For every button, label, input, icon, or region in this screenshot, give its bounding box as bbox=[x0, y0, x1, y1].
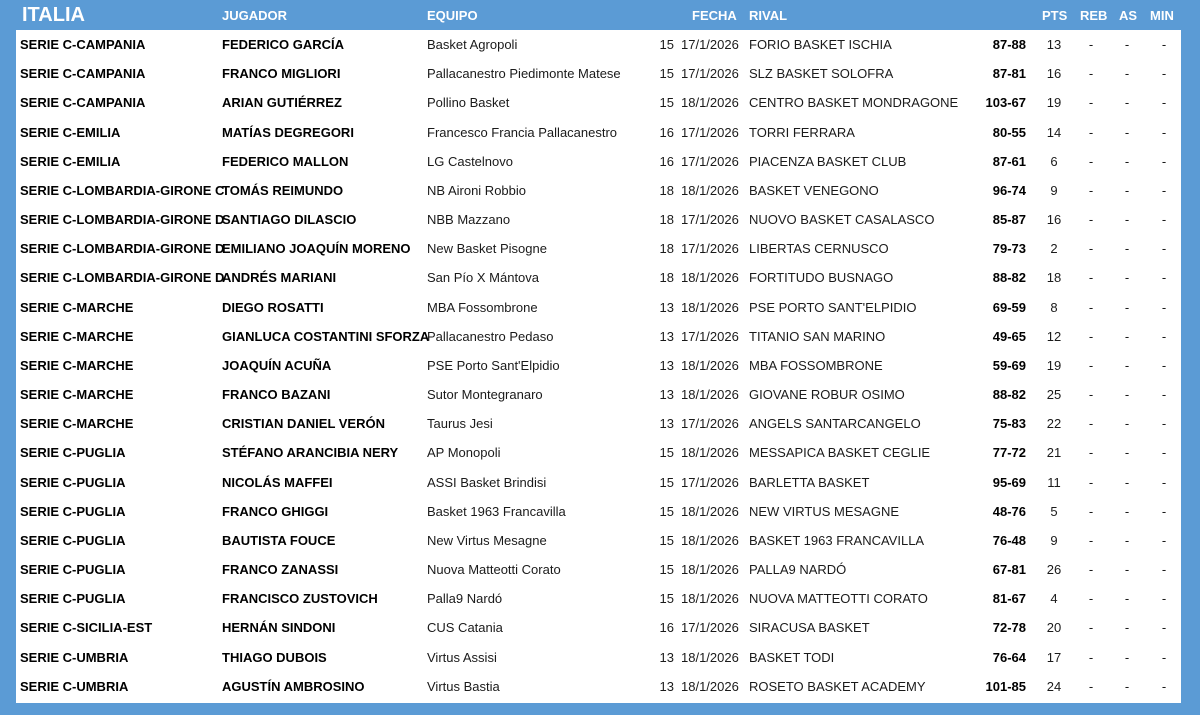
table-row bbox=[16, 380, 1181, 409]
cell-fecha: 17/1/2026 bbox=[681, 66, 739, 82]
cell-as: - bbox=[1124, 95, 1130, 111]
cell-as: - bbox=[1124, 328, 1130, 344]
cell-rival: BASKET TODI bbox=[749, 649, 835, 665]
cell-liga: SERIE C-MARCHE bbox=[20, 328, 134, 344]
cell-jugador: EMILIANO JOAQUÍN MORENO bbox=[222, 241, 411, 257]
cell-equipo: NB Aironi Robbio bbox=[427, 182, 526, 198]
cell-min: - bbox=[1161, 562, 1167, 578]
cell-min: - bbox=[1161, 124, 1167, 140]
cell-pts: 22 bbox=[1046, 416, 1062, 432]
cell-liga: SERIE C-EMILIA bbox=[20, 153, 121, 169]
cell-jornada: 15 bbox=[659, 66, 674, 82]
cell-fecha: 17/1/2026 bbox=[681, 620, 739, 636]
cell-fecha: 18/1/2026 bbox=[681, 678, 739, 694]
cell-jornada: 18 bbox=[659, 182, 674, 198]
cell-resultado: 81-67 bbox=[992, 591, 1026, 607]
cell-rival: LIBERTAS CERNUSCO bbox=[749, 241, 889, 257]
cell-liga: SERIE C-MARCHE bbox=[20, 387, 134, 403]
cell-equipo: New Basket Pisogne bbox=[427, 241, 547, 257]
cell-pts: 9 bbox=[1050, 182, 1058, 198]
cell-equipo: Pollino Basket bbox=[427, 95, 510, 111]
cell-as: - bbox=[1124, 357, 1130, 373]
cell-min: - bbox=[1161, 503, 1167, 519]
cell-reb: - bbox=[1088, 649, 1094, 665]
cell-as: - bbox=[1124, 591, 1130, 607]
cell-min: - bbox=[1161, 678, 1167, 694]
cell-liga: SERIE C-MARCHE bbox=[20, 299, 134, 315]
cell-reb: - bbox=[1088, 270, 1094, 286]
cell-min: - bbox=[1161, 241, 1167, 257]
cell-fecha: 18/1/2026 bbox=[681, 591, 739, 607]
cell-equipo: LG Castelnovo bbox=[427, 153, 513, 169]
cell-as: - bbox=[1124, 153, 1130, 169]
cell-fecha: 18/1/2026 bbox=[681, 95, 739, 111]
cell-resultado: 96-74 bbox=[992, 182, 1026, 198]
cell-equipo: Pallacanestro Piedimonte Matese bbox=[427, 66, 621, 82]
cell-pts: 11 bbox=[1047, 474, 1061, 490]
cell-resultado: 80-55 bbox=[992, 124, 1026, 140]
cell-jugador: SANTIAGO DILASCIO bbox=[222, 212, 357, 228]
cell-fecha: 18/1/2026 bbox=[681, 387, 739, 403]
cell-rival: PSE PORTO SANT'ELPIDIO bbox=[749, 299, 917, 315]
cell-min: - bbox=[1161, 153, 1167, 169]
cell-jugador: FRANCO BAZANI bbox=[222, 387, 331, 403]
column-header-rival: RIVAL bbox=[749, 8, 788, 23]
cell-jornada: 13 bbox=[659, 649, 674, 665]
cell-resultado: 59-69 bbox=[992, 357, 1026, 373]
cell-min: - bbox=[1161, 620, 1167, 636]
table-row bbox=[16, 672, 1181, 701]
cell-reb: - bbox=[1088, 591, 1094, 607]
cell-liga: SERIE C-PUGLIA bbox=[20, 591, 126, 607]
cell-reb: - bbox=[1088, 95, 1094, 111]
cell-fecha: 17/1/2026 bbox=[681, 416, 739, 432]
cell-pts: 18 bbox=[1046, 270, 1062, 286]
table-row bbox=[16, 205, 1181, 234]
cell-reb: - bbox=[1088, 562, 1094, 578]
cell-equipo: MBA Fossombrone bbox=[427, 299, 538, 315]
cell-resultado: 49-65 bbox=[992, 328, 1026, 344]
cell-equipo: ASSI Basket Brindisi bbox=[427, 474, 547, 490]
cell-rival: PIACENZA BASKET CLUB bbox=[749, 153, 907, 169]
table-row bbox=[16, 59, 1181, 88]
cell-equipo: Taurus Jesi bbox=[427, 416, 493, 432]
cell-equipo: Palla9 Nardó bbox=[427, 591, 503, 607]
cell-as: - bbox=[1124, 649, 1130, 665]
cell-rival: SLZ BASKET SOLOFRA bbox=[749, 66, 894, 82]
cell-jugador: FRANCISCO ZUSTOVICH bbox=[222, 591, 378, 607]
cell-pts: 24 bbox=[1046, 678, 1062, 694]
cell-jugador: ANDRÉS MARIANI bbox=[222, 270, 337, 286]
cell-pts: 16 bbox=[1046, 212, 1062, 228]
cell-resultado: 87-88 bbox=[992, 37, 1026, 52]
table-row bbox=[16, 613, 1181, 642]
cell-resultado: 76-48 bbox=[992, 532, 1026, 548]
cell-resultado: 88-82 bbox=[992, 270, 1026, 286]
cell-liga: SERIE C-CAMPANIA bbox=[20, 66, 146, 82]
table-row bbox=[16, 176, 1181, 205]
cell-jugador: FRANCO MIGLIORI bbox=[222, 66, 341, 82]
cell-jornada: 13 bbox=[659, 387, 674, 403]
cell-reb: - bbox=[1088, 387, 1094, 403]
cell-resultado: 77-72 bbox=[992, 445, 1026, 461]
cell-equipo: Francesco Francia Pallacanestro bbox=[427, 124, 618, 140]
cell-jornada: 13 bbox=[659, 328, 674, 344]
cell-reb: - bbox=[1088, 37, 1094, 52]
cell-as: - bbox=[1124, 678, 1130, 694]
cell-jugador: ARIAN GUTIÉRREZ bbox=[222, 95, 342, 111]
cell-reb: - bbox=[1088, 532, 1094, 548]
table-row bbox=[16, 643, 1181, 672]
cell-resultado: 79-73 bbox=[992, 241, 1026, 257]
cell-jugador: HERNÁN SINDONI bbox=[222, 620, 336, 636]
cell-pts: 19 bbox=[1046, 95, 1062, 111]
cell-fecha: 17/1/2026 bbox=[681, 124, 739, 140]
cell-as: - bbox=[1124, 474, 1130, 490]
cell-reb: - bbox=[1088, 328, 1094, 344]
cell-equipo: NBB Mazzano bbox=[427, 212, 511, 228]
cell-jornada: 13 bbox=[659, 416, 674, 432]
column-header-fecha: FECHA bbox=[692, 8, 737, 23]
cell-jornada: 13 bbox=[659, 678, 674, 694]
cell-fecha: 18/1/2026 bbox=[681, 532, 739, 548]
cell-min: - bbox=[1161, 649, 1167, 665]
cell-rival: TORRI FERRARA bbox=[749, 124, 855, 140]
cell-min: - bbox=[1161, 95, 1167, 111]
cell-min: - bbox=[1161, 37, 1167, 52]
cell-jornada: 18 bbox=[659, 212, 674, 228]
cell-reb: - bbox=[1088, 212, 1094, 228]
cell-jornada: 15 bbox=[659, 562, 674, 578]
cell-rival: ANGELS SANTARCANGELO bbox=[749, 416, 921, 432]
cell-fecha: 17/1/2026 bbox=[681, 474, 739, 490]
cell-min: - bbox=[1161, 66, 1167, 82]
table-row bbox=[16, 263, 1181, 292]
cell-jugador: DIEGO ROSATTI bbox=[222, 299, 324, 315]
cell-liga: SERIE C-LOMBARDIA-GIRONE D bbox=[20, 212, 225, 228]
cell-rival: NUOVA MATTEOTTI CORATO bbox=[749, 591, 928, 607]
cell-equipo: PSE Porto Sant'Elpidio bbox=[427, 357, 560, 373]
cell-liga: SERIE C-LOMBARDIA-GIRONE D bbox=[20, 270, 225, 286]
cell-fecha: 18/1/2026 bbox=[681, 649, 739, 665]
cell-jornada: 15 bbox=[659, 474, 674, 490]
cell-jugador: STÉFANO ARANCIBIA NERY bbox=[222, 445, 399, 461]
cell-resultado: 75-83 bbox=[992, 416, 1026, 432]
cell-liga: SERIE C-MARCHE bbox=[20, 416, 134, 432]
cell-pts: 14 bbox=[1046, 124, 1062, 140]
cell-rival: BASKET VENEGONO bbox=[749, 182, 879, 198]
cell-jornada: 15 bbox=[659, 532, 674, 548]
cell-rival: NUOVO BASKET CASALASCO bbox=[749, 212, 935, 228]
cell-as: - bbox=[1124, 241, 1130, 257]
cell-jornada: 15 bbox=[659, 503, 674, 519]
cell-equipo: New Virtus Mesagne bbox=[427, 532, 547, 548]
cell-min: - bbox=[1161, 212, 1167, 228]
cell-as: - bbox=[1124, 66, 1130, 82]
table-row bbox=[16, 30, 1181, 59]
cell-fecha: 18/1/2026 bbox=[681, 270, 739, 286]
cell-jugador: GIANLUCA COSTANTINI SFORZA bbox=[222, 328, 430, 344]
cell-jornada: 13 bbox=[659, 357, 674, 373]
cell-reb: - bbox=[1088, 299, 1094, 315]
cell-equipo: Pallacanestro Pedaso bbox=[427, 328, 554, 344]
cell-as: - bbox=[1124, 270, 1130, 286]
cell-fecha: 18/1/2026 bbox=[681, 357, 739, 373]
column-header-reb: REB bbox=[1080, 8, 1108, 23]
cell-resultado: 103-67 bbox=[985, 95, 1026, 111]
cell-rival: CENTRO BASKET MONDRAGONE bbox=[749, 95, 959, 111]
cell-min: - bbox=[1161, 591, 1167, 607]
column-header-min: MIN bbox=[1150, 8, 1174, 23]
cell-reb: - bbox=[1088, 620, 1094, 636]
cell-jugador: BAUTISTA FOUCE bbox=[222, 532, 336, 548]
cell-pts: 16 bbox=[1046, 66, 1062, 82]
cell-pts: 9 bbox=[1050, 532, 1058, 548]
cell-jornada: 15 bbox=[659, 37, 674, 52]
cell-as: - bbox=[1124, 182, 1130, 198]
cell-rival: PALLA9 NARDÓ bbox=[749, 562, 847, 578]
cell-liga: SERIE C-PUGLIA bbox=[20, 445, 126, 461]
cell-rival: BARLETTA BASKET bbox=[749, 474, 870, 490]
cell-pts: 13 bbox=[1046, 37, 1062, 52]
cell-jornada: 16 bbox=[659, 153, 674, 169]
cell-fecha: 18/1/2026 bbox=[681, 299, 739, 315]
cell-fecha: 18/1/2026 bbox=[681, 562, 739, 578]
cell-liga: SERIE C-UMBRIA bbox=[20, 649, 129, 665]
cell-reb: - bbox=[1088, 124, 1094, 140]
cell-pts: 21 bbox=[1046, 445, 1062, 461]
cell-liga: SERIE C-UMBRIA bbox=[20, 678, 129, 694]
cell-rival: ROSETO BASKET ACADEMY bbox=[749, 678, 926, 694]
cell-liga: SERIE C-PUGLIA bbox=[20, 532, 126, 548]
cell-pts: 4 bbox=[1050, 591, 1058, 607]
cell-jugador: JOAQUÍN ACUÑA bbox=[222, 357, 332, 373]
cell-rival: FORIO BASKET ISCHIA bbox=[749, 37, 892, 52]
cell-pts: 25 bbox=[1046, 387, 1062, 403]
cell-as: - bbox=[1124, 562, 1130, 578]
cell-resultado: 85-87 bbox=[992, 212, 1026, 228]
cell-min: - bbox=[1161, 182, 1167, 198]
cell-min: - bbox=[1161, 328, 1167, 344]
cell-equipo: Virtus Assisi bbox=[427, 649, 497, 665]
cell-min: - bbox=[1161, 532, 1167, 548]
cell-liga: SERIE C-CAMPANIA bbox=[20, 37, 146, 52]
cell-jugador: FEDERICO MALLON bbox=[222, 153, 349, 169]
cell-reb: - bbox=[1088, 66, 1094, 82]
cell-resultado: 87-61 bbox=[992, 153, 1026, 169]
cell-pts: 6 bbox=[1050, 153, 1058, 169]
cell-liga: SERIE C-CAMPANIA bbox=[20, 95, 146, 111]
cell-min: - bbox=[1161, 270, 1167, 286]
cell-pts: 26 bbox=[1046, 562, 1062, 578]
cell-equipo: Basket Agropoli bbox=[427, 37, 518, 52]
cell-reb: - bbox=[1088, 153, 1094, 169]
table-row bbox=[16, 526, 1181, 555]
table-row bbox=[16, 118, 1181, 147]
cell-liga: SERIE C-LOMBARDIA-GIRONE D bbox=[20, 241, 225, 257]
table-row bbox=[16, 322, 1181, 351]
table-row bbox=[16, 234, 1181, 263]
cell-jornada: 18 bbox=[659, 241, 674, 257]
cell-jornada: 15 bbox=[659, 445, 674, 461]
cell-jornada: 15 bbox=[659, 95, 674, 111]
cell-jugador: CRISTIAN DANIEL VERÓN bbox=[222, 416, 385, 432]
cell-liga: SERIE C-PUGLIA bbox=[20, 474, 126, 490]
cell-pts: 5 bbox=[1050, 503, 1058, 519]
cell-reb: - bbox=[1088, 678, 1094, 694]
cell-min: - bbox=[1161, 445, 1167, 461]
cell-as: - bbox=[1124, 445, 1130, 461]
column-header-as: AS bbox=[1119, 8, 1138, 23]
table-header bbox=[0, 0, 1200, 30]
cell-resultado: 72-78 bbox=[992, 620, 1026, 636]
cell-equipo: AP Monopoli bbox=[427, 445, 501, 461]
cell-equipo: Sutor Montegranaro bbox=[427, 387, 543, 403]
country-title: ITALIA bbox=[22, 4, 85, 26]
table-row bbox=[16, 555, 1181, 584]
cell-fecha: 17/1/2026 bbox=[681, 328, 739, 344]
cell-pts: 8 bbox=[1050, 299, 1058, 315]
cell-liga: SERIE C-PUGLIA bbox=[20, 562, 126, 578]
cell-rival: MESSAPICA BASKET CEGLIE bbox=[749, 445, 931, 461]
cell-pts: 19 bbox=[1046, 357, 1062, 373]
cell-jugador: MATÍAS DEGREGORI bbox=[222, 124, 354, 140]
cell-jugador: TOMÁS REIMUNDO bbox=[222, 182, 344, 198]
table-row bbox=[16, 468, 1181, 497]
cell-as: - bbox=[1124, 387, 1130, 403]
cell-jugador: THIAGO DUBOIS bbox=[222, 649, 327, 665]
cell-as: - bbox=[1124, 37, 1130, 52]
cell-jugador: FEDERICO GARCÍA bbox=[222, 37, 345, 52]
cell-resultado: 76-64 bbox=[992, 649, 1026, 665]
table-row bbox=[16, 409, 1181, 438]
column-header-equipo: EQUIPO bbox=[427, 8, 478, 23]
cell-fecha: 18/1/2026 bbox=[681, 182, 739, 198]
cell-equipo: Nuova Matteotti Corato bbox=[427, 562, 561, 578]
cell-as: - bbox=[1124, 416, 1130, 432]
cell-min: - bbox=[1161, 357, 1167, 373]
cell-reb: - bbox=[1088, 241, 1094, 257]
cell-pts: 2 bbox=[1050, 241, 1058, 257]
cell-as: - bbox=[1124, 212, 1130, 228]
column-header-jugador: JUGADOR bbox=[222, 8, 288, 23]
cell-rival: GIOVANE ROBUR OSIMO bbox=[749, 387, 905, 403]
cell-min: - bbox=[1161, 416, 1167, 432]
cell-min: - bbox=[1161, 474, 1167, 490]
cell-equipo: CUS Catania bbox=[427, 620, 503, 636]
cell-fecha: 17/1/2026 bbox=[681, 37, 739, 52]
cell-pts: 12 bbox=[1046, 328, 1062, 344]
cell-fecha: 17/1/2026 bbox=[681, 153, 739, 169]
cell-jornada: 16 bbox=[659, 124, 674, 140]
cell-fecha: 18/1/2026 bbox=[681, 503, 739, 519]
cell-jugador: AGUSTÍN AMBROSINO bbox=[222, 678, 365, 694]
cell-as: - bbox=[1124, 532, 1130, 548]
table-row bbox=[16, 293, 1181, 322]
cell-reb: - bbox=[1088, 503, 1094, 519]
cell-as: - bbox=[1124, 299, 1130, 315]
cell-liga: SERIE C-SICILIA-EST bbox=[20, 620, 153, 636]
cell-equipo: Virtus Bastia bbox=[427, 678, 500, 694]
cell-as: - bbox=[1124, 620, 1130, 636]
cell-liga: SERIE C-MARCHE bbox=[20, 357, 134, 373]
cell-reb: - bbox=[1088, 182, 1094, 198]
table-row bbox=[16, 88, 1181, 117]
cell-fecha: 18/1/2026 bbox=[681, 445, 739, 461]
cell-fecha: 17/1/2026 bbox=[681, 241, 739, 257]
table-body bbox=[16, 30, 1181, 703]
cell-as: - bbox=[1124, 503, 1130, 519]
cell-resultado: 88-82 bbox=[992, 387, 1026, 403]
cell-jugador: NICOLÁS MAFFEI bbox=[222, 474, 333, 490]
cell-min: - bbox=[1161, 387, 1167, 403]
cell-rival: MBA FOSSOMBRONE bbox=[749, 357, 883, 373]
cell-pts: 17 bbox=[1046, 649, 1062, 665]
cell-reb: - bbox=[1088, 416, 1094, 432]
cell-liga: SERIE C-LOMBARDIA-GIRONE C bbox=[20, 182, 225, 198]
cell-equipo: Basket 1963 Francavilla bbox=[427, 503, 566, 519]
cell-resultado: 87-81 bbox=[992, 66, 1026, 82]
cell-jornada: 15 bbox=[659, 591, 674, 607]
cell-jornada: 13 bbox=[659, 299, 674, 315]
cell-resultado: 48-76 bbox=[992, 503, 1026, 519]
cell-resultado: 69-59 bbox=[992, 299, 1026, 315]
table-row bbox=[16, 147, 1181, 176]
cell-rival: SIRACUSA BASKET bbox=[749, 620, 870, 636]
column-header-pts: PTS bbox=[1042, 8, 1068, 23]
table-row bbox=[16, 438, 1181, 467]
cell-equipo: San Pío X Mántova bbox=[427, 270, 540, 286]
cell-reb: - bbox=[1088, 357, 1094, 373]
cell-rival: TITANIO SAN MARINO bbox=[749, 328, 886, 344]
table-row bbox=[16, 497, 1181, 526]
cell-resultado: 67-81 bbox=[992, 562, 1026, 578]
cell-jornada: 16 bbox=[659, 620, 674, 636]
table-row bbox=[16, 351, 1181, 380]
cell-resultado: 95-69 bbox=[992, 474, 1026, 490]
cell-min: - bbox=[1161, 299, 1167, 315]
cell-resultado: 101-85 bbox=[985, 678, 1026, 694]
cell-liga: SERIE C-EMILIA bbox=[20, 124, 121, 140]
cell-reb: - bbox=[1088, 445, 1094, 461]
cell-liga: SERIE C-PUGLIA bbox=[20, 503, 126, 519]
cell-as: - bbox=[1124, 124, 1130, 140]
cell-rival: BASKET 1963 FRANCAVILLA bbox=[749, 532, 925, 548]
cell-jugador: FRANCO ZANASSI bbox=[222, 562, 339, 578]
cell-fecha: 17/1/2026 bbox=[681, 212, 739, 228]
cell-pts: 20 bbox=[1046, 620, 1062, 636]
cell-jugador: FRANCO GHIGGI bbox=[222, 503, 329, 519]
cell-jornada: 18 bbox=[659, 270, 674, 286]
cell-rival: NEW VIRTUS MESAGNE bbox=[749, 503, 900, 519]
table-row bbox=[16, 584, 1181, 613]
cell-reb: - bbox=[1088, 474, 1094, 490]
cell-rival: FORTITUDO BUSNAGO bbox=[749, 270, 894, 286]
